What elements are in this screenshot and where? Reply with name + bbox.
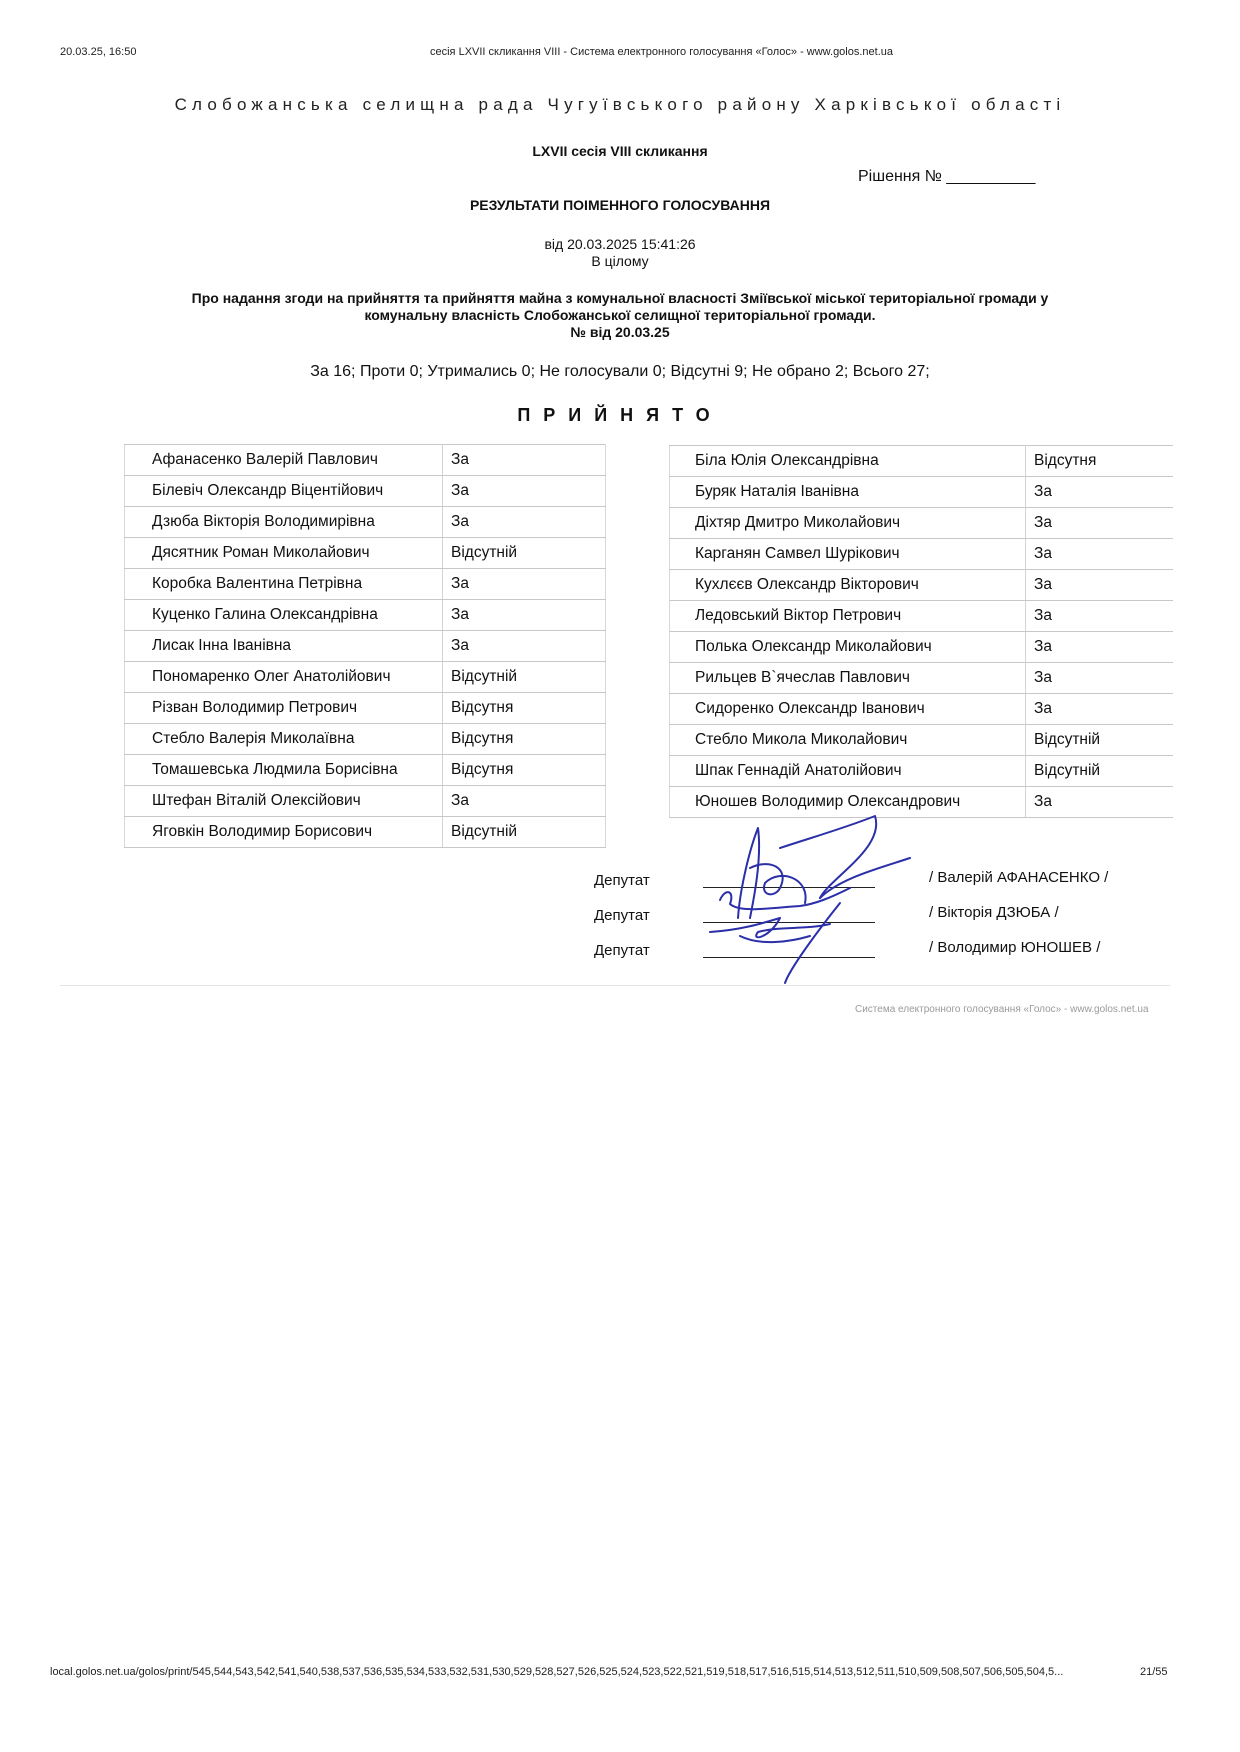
deputy-name: Різван Володимир Петрович	[125, 693, 443, 724]
left-vote-row	[125, 445, 606, 476]
left-vote-row	[125, 476, 606, 507]
right-vote-row	[670, 508, 1174, 539]
deputy-name: Коробка Валентина Петрівна	[125, 569, 443, 600]
deputy-name: Юношев Володимир Олександрович	[670, 787, 1026, 818]
left-vote-row	[125, 569, 606, 600]
deputy-vote: За	[1026, 539, 1174, 570]
deputy-vote: Відсутня	[1026, 446, 1174, 477]
right-vote-row	[670, 663, 1174, 694]
right-vote-row	[670, 446, 1174, 477]
left-vote-row	[125, 662, 606, 693]
deputy-name: Карганян Самвел Шурікович	[670, 539, 1026, 570]
signature-name-3: / Володимир ЮНОШЕВ /	[929, 939, 1101, 956]
deputy-name: Буряк Наталія Іванівна	[670, 477, 1026, 508]
decision-number: Рішення № __________	[858, 168, 1036, 185]
right-votes-table	[669, 445, 1173, 818]
deputy-vote: Відсутній	[443, 662, 606, 693]
session-title: LXVII сесія VIII скликання	[532, 143, 708, 159]
deputy-vote: За	[443, 786, 606, 817]
deputy-vote: Відсутній	[1026, 756, 1174, 787]
deputy-name: Пономаренко Олег Анатолійович	[125, 662, 443, 693]
deputy-name: Дясятник Роман Миколайович	[125, 538, 443, 569]
vote-outcome: ПРИЙНЯТО	[517, 405, 723, 425]
right-vote-row	[670, 632, 1174, 663]
results-title: РЕЗУЛЬТАТИ ПОІМЕННОГО ГОЛОСУВАННЯ	[469, 197, 771, 213]
deputy-name: Діхтяр Дмитро Миколайович	[670, 508, 1026, 539]
deputy-vote: За	[1026, 601, 1174, 632]
deputy-vote: За	[1026, 477, 1174, 508]
decision-subject	[130, 290, 1110, 341]
right-vote-row	[670, 539, 1174, 570]
deputy-name: Біла Юлія Олександрівна	[670, 446, 1026, 477]
deputy-vote: Відсутня	[443, 724, 606, 755]
vote-summary: За 16; Проти 0; Утримались 0; Не голосували 0; Відсутні 9; Не обрано 2; Всього 27;	[310, 363, 930, 380]
left-vote-row	[125, 724, 606, 755]
deputy-vote: Відсутній	[443, 817, 606, 848]
signature-role-2: Депутат	[594, 907, 650, 924]
subject-line-3: № від 20.03.25	[570, 324, 670, 340]
subject-line-2: комунальну власність Слобожанської селищної територіальної громади.	[364, 307, 876, 323]
signature-name-2: / Вікторія ДЗЮБА /	[929, 904, 1059, 921]
left-vote-row	[125, 538, 606, 569]
deputy-name: Білевіч Олександр Віцентійович	[125, 476, 443, 507]
council-name: Слобожанська селищна рада Чугуївського району Харківської області	[174, 95, 1066, 114]
left-vote-row	[125, 600, 606, 631]
deputy-vote: За	[443, 631, 606, 662]
print-url: local.golos.net.ua/golos/print/545,544,543,542,541,540,538,537,536,535,534,533,532,531,530,529,528,527,526,525,524,523,522,521,519,518,517,516,515,514,513,512,511,510,509,508,507,506,505,504,5...	[50, 1666, 1064, 1678]
deputy-vote: За	[443, 600, 606, 631]
deputy-vote: Відсутній	[443, 538, 606, 569]
deputy-name: Афанасенко Валерій Павлович	[125, 445, 443, 476]
deputy-vote: Відсутня	[443, 693, 606, 724]
subject-line-1: Про надання згоди на прийняття та прийняття майна з комунальної власності Зміївської міської територіальної громади у	[191, 290, 1049, 306]
right-vote-row	[670, 477, 1174, 508]
deputy-vote: За	[1026, 787, 1174, 818]
deputy-name: Томашевська Людмила Борисівна	[125, 755, 443, 786]
right-vote-row	[670, 725, 1174, 756]
right-vote-row	[670, 601, 1174, 632]
left-vote-row	[125, 786, 606, 817]
print-date: 20.03.25, 16:50	[60, 46, 137, 58]
left-vote-row	[125, 817, 606, 848]
deputy-vote: За	[1026, 632, 1174, 663]
signature-role-1: Депутат	[594, 872, 650, 889]
deputy-vote: За	[443, 569, 606, 600]
deputy-vote: За	[443, 507, 606, 538]
deputy-name: Яговкін Володимир Борисович	[125, 817, 443, 848]
left-votes-table	[124, 444, 606, 848]
deputy-vote: За	[1026, 508, 1174, 539]
deputy-name: Штефан Віталій Олексійович	[125, 786, 443, 817]
print-header-title: сесія LXVII скликання VIII - Система електронного голосування «Голос» - www.golos.net.ua	[430, 46, 894, 58]
deputy-vote: За	[1026, 694, 1174, 725]
page-number: 21/55	[1140, 1666, 1168, 1678]
vote-datetime-block	[0, 236, 1240, 270]
handwritten-signatures	[680, 808, 920, 988]
deputy-name: Ледовський Віктор Петрович	[670, 601, 1026, 632]
deputy-name: Стебло Микола Миколайович	[670, 725, 1026, 756]
deputy-name: Рильцев В`ячеслав Павлович	[670, 663, 1026, 694]
deputy-name: Куценко Галина Олександрівна	[125, 600, 443, 631]
deputy-name: Полька Олександр Миколайович	[670, 632, 1026, 663]
deputy-vote: За	[443, 476, 606, 507]
left-vote-row	[125, 507, 606, 538]
deputy-name: Лисак Інна Іванівна	[125, 631, 443, 662]
signature-role-3: Депутат	[594, 942, 650, 959]
vote-datetime: від 20.03.2025 15:41:26	[544, 236, 696, 252]
signature-name-1: / Валерій АФАНАСЕНКО /	[929, 869, 1109, 886]
vote-type: В цілому	[591, 253, 649, 269]
right-vote-row	[670, 694, 1174, 725]
footer-system-name: Система електронного голосування «Голос» - www.golos.net.ua	[855, 1004, 1149, 1015]
left-vote-row	[125, 631, 606, 662]
deputy-name: Сидоренко Олександр Іванович	[670, 694, 1026, 725]
deputy-name: Стебло Валерія Миколаївна	[125, 724, 443, 755]
deputy-vote: За	[1026, 663, 1174, 694]
deputy-name: Дзюба Вікторія Володимирівна	[125, 507, 443, 538]
right-vote-row	[670, 756, 1174, 787]
left-vote-row	[125, 693, 606, 724]
left-vote-row	[125, 755, 606, 786]
footer-divider	[60, 985, 1170, 986]
right-vote-row	[670, 570, 1174, 601]
deputy-vote: Відсутній	[1026, 725, 1174, 756]
deputy-name: Кухлєєв Олександр Вікторович	[670, 570, 1026, 601]
deputy-vote: Відсутня	[443, 755, 606, 786]
deputy-name: Шпак Геннадій Анатолійович	[670, 756, 1026, 787]
deputy-vote: За	[1026, 570, 1174, 601]
deputy-vote: За	[443, 445, 606, 476]
